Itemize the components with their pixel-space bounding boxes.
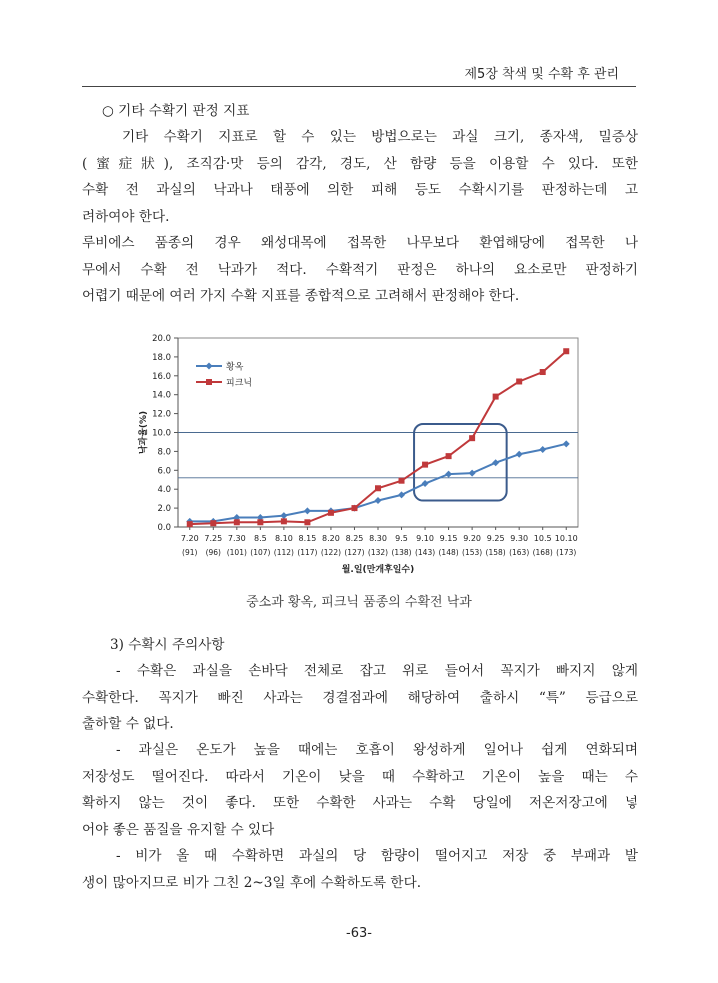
x-tick-label: 9.30 [510, 534, 529, 543]
data-point [304, 507, 311, 514]
page-number: -63- [346, 926, 372, 941]
paragraph-2-line: 어렵기 때문에 여러 가지 수확 지표를 종합적으로 고려해서 판정해야 한다. [82, 288, 520, 304]
paragraph-2-line: 무에서 수확 전 낙과가 적다. 수확적기 판정은 하나의 요소로만 판정하기 [82, 261, 638, 278]
x-day-label: (173) [556, 548, 577, 557]
x-tick-label: 9.5 [395, 534, 408, 543]
x-day-label: (122) [320, 548, 342, 557]
y-tick-label: 8.0 [157, 447, 171, 458]
x-tick-label: 8.10 [274, 534, 293, 543]
x-tick-label: 9.10 [416, 534, 434, 543]
x-tick-label: 9.20 [463, 534, 482, 543]
x-day-label: (107) [250, 548, 271, 557]
legend-label: 황옥 [226, 362, 244, 373]
data-point [304, 519, 310, 525]
note-line: 생이 많아지므로 비가 그친 2~3일 후에 수확하도록 한다. [82, 874, 422, 891]
x-tick-label: 10.5 [533, 534, 552, 543]
data-point [257, 519, 263, 525]
note-line: - 수확은 과실을 손바닥 전체로 잡고 위로 들어서 꼭지가 빠지지 않게 [116, 663, 638, 679]
data-point [446, 453, 452, 459]
figure-caption: 중소과 황옥, 피크닉 품종의 수확전 낙과 [246, 595, 472, 610]
y-tick-label: 16.0 [152, 371, 171, 382]
note-line: 확하지 않는 것이 좋다. 또한 수확한 사과는 수확 당일에 저온저장고에 넣 [82, 795, 638, 811]
chapter-header: 제5장 착색 및 수확 후 관리 [464, 67, 619, 82]
data-point [281, 518, 287, 524]
y-tick-label: 14.0 [152, 390, 171, 401]
section-heading-text: ○ 기타 수확기 판정 지표 [102, 103, 250, 119]
note-line: 저장성도 떨어진다. 따라서 기온이 낮을 때 수확하고 기온이 높을 때는 수 [82, 768, 638, 785]
y-axis-label: 낙과율(%) [139, 410, 149, 455]
x-day-label: (91) [182, 548, 198, 557]
data-point [210, 520, 216, 526]
x-day-label: (143) [414, 548, 436, 557]
data-point [493, 394, 499, 400]
note-item-2 [82, 737, 638, 843]
paragraph-1-line: 기타 수확기 지표로 할 수 있는 방법으로는 과실 크기, 종자색, 밀증상 [122, 129, 638, 145]
data-point [516, 451, 523, 458]
legend-marker [206, 363, 213, 370]
x-day-label: (153) [462, 548, 483, 557]
x-tick-label: 7.20 [180, 534, 199, 543]
y-tick-label: 2.0 [157, 504, 171, 515]
x-tick-label: 8.5 [253, 534, 267, 543]
x-tick-label: 8.15 [298, 534, 317, 543]
note-item-3 [82, 843, 638, 896]
data-point [445, 471, 452, 478]
notes-heading [82, 632, 638, 659]
note-line: 수확한다. 꼭지가 빠진 사과는 경결점과에 해당하여 출하시 “특” 등급으로 [82, 689, 638, 706]
data-point [469, 470, 476, 477]
y-tick-label: 6.0 [157, 466, 171, 477]
y-tick-label: 0.0 [157, 523, 171, 533]
data-point [516, 378, 522, 384]
data-point [398, 491, 405, 498]
x-day-label: (138) [391, 548, 412, 557]
note-item-1 [82, 658, 638, 738]
legend-marker [206, 379, 212, 385]
data-point [563, 348, 569, 354]
paragraph-1-line: (蜜症狀), 조직감·맛 등의 감각, 경도, 산 함량 등을 이용할 수 있다. 또한 [82, 155, 638, 172]
x-day-label: (127) [344, 548, 365, 557]
x-day-label: (148) [438, 548, 459, 557]
notes-heading-text: 3) 수확시 주의사항 [110, 637, 225, 653]
y-tick-label: 12.0 [152, 409, 171, 420]
x-tick-label: 8.25 [345, 534, 364, 543]
x-tick-label: 7.25 [204, 534, 223, 543]
x-day-label: (168) [532, 548, 553, 557]
data-point [234, 519, 240, 525]
x-axis-label: 월.일(만개후일수) [341, 565, 415, 575]
x-tick-label: 7.30 [227, 534, 246, 543]
x-day-label: (163) [509, 548, 530, 557]
x-tick-label: 9.25 [486, 534, 505, 543]
x-tick-label: 9.15 [439, 534, 458, 543]
y-tick-label: 20.0 [152, 334, 171, 344]
data-point [375, 485, 381, 491]
x-day-label: (101) [226, 548, 247, 557]
y-tick-label: 10.0 [152, 428, 171, 439]
note-line: 출하할 수 없다. [82, 716, 174, 732]
data-point [187, 521, 193, 527]
x-day-label: (158) [485, 548, 506, 557]
series-line [190, 444, 566, 521]
data-point [375, 497, 382, 504]
legend-label: 피크닉 [226, 378, 253, 389]
x-tick-label: 10.10 [554, 534, 578, 543]
data-point [422, 462, 428, 468]
x-day-label: (132) [367, 548, 389, 557]
x-day-label: (117) [297, 548, 318, 557]
y-tick-label: 18.0 [152, 352, 171, 363]
x-tick-label: 8.30 [369, 534, 387, 543]
data-point [563, 440, 570, 447]
note-line: - 비가 올 때 수확하면 과실의 당 함량이 떨어지고 저장 중 부패과 발 [116, 848, 638, 864]
data-point [540, 369, 546, 375]
data-point [280, 512, 287, 519]
note-line: 어야 좋은 품질을 유지할 수 있다 [82, 821, 275, 838]
paragraph-1-line: 수확 전 과실의 낙과나 태풍에 의한 피해 등도 수확시기를 판정하는데 고 [82, 182, 638, 198]
data-point [351, 505, 357, 511]
x-tick-label: 8.20 [322, 534, 340, 543]
note-line: - 과실은 온도가 높을 때에는 호흡이 왕성하게 일어나 쉽게 연화되며 [116, 742, 638, 758]
x-day-label: (96) [205, 548, 221, 557]
data-point [469, 435, 475, 441]
paragraph-2-line: 루비에스 품종의 경우 왜성대목에 접목한 나무보다 환엽해당에 접목한 나 [82, 235, 638, 251]
data-point [399, 478, 405, 484]
data-point [422, 480, 429, 487]
y-tick-label: 4.0 [157, 485, 171, 496]
data-point [539, 446, 546, 453]
paragraph-1-line: 려하여야 한다. [82, 208, 170, 225]
data-point [328, 510, 334, 516]
data-point [492, 459, 499, 466]
x-day-label: (112) [273, 548, 294, 557]
